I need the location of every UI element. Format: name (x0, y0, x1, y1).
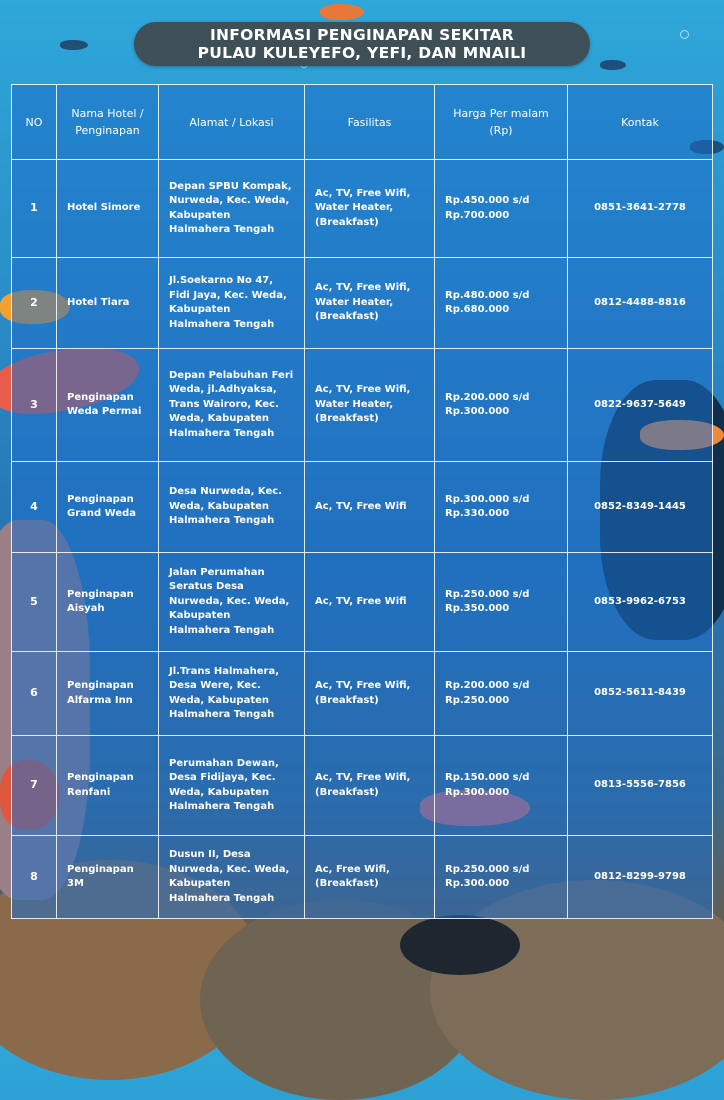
fish-icon (600, 60, 626, 70)
cell-no: 6 (12, 652, 57, 736)
cell-no: 8 (12, 836, 57, 919)
header-kontak: Kontak (568, 85, 713, 160)
fish-icon (60, 40, 88, 50)
cell-alamat: Jl.Soekarno No 47, Fidi Jaya, Kec. Weda, Kabupaten Halmahera Tengah (159, 258, 305, 349)
fish-icon (320, 4, 364, 20)
cell-harga: Rp.480.000 s/d Rp.680.000 (435, 258, 568, 349)
cell-kontak: 0812-8299-9798 (568, 836, 713, 919)
cell-kontak: 0851-3641-2778 (568, 160, 713, 258)
cell-nama: Penginapan 3M (57, 836, 159, 919)
table-row (12, 160, 713, 258)
cell-no: 4 (12, 462, 57, 553)
cell-fasilitas: Ac, TV, Free Wifi, Water Heater, (Breakfast) (305, 160, 435, 258)
cell-fasilitas: Ac, TV, Free Wifi, Water Heater, (Breakfast) (305, 349, 435, 462)
cell-fasilitas: Ac, TV, Free Wifi, (Breakfast) (305, 736, 435, 836)
cell-no: 5 (12, 553, 57, 652)
cell-alamat: Jl.Trans Halmahera, Desa Were, Kec. Weda, Kabupaten Halmahera Tengah (159, 652, 305, 736)
cell-alamat: Depan Pelabuhan Feri Weda, jl.Adhyaksa, Trans Wairoro, Kec. Weda, Kabupaten Halmahera Tengah (159, 349, 305, 462)
cell-nama: Penginapan Aisyah (57, 553, 159, 652)
table-row (12, 258, 713, 349)
cell-nama: Penginapan Alfarma Inn (57, 652, 159, 736)
table-row (12, 462, 713, 553)
cell-alamat: Desa Nurweda, Kec. Weda, Kabupaten Halmahera Tengah (159, 462, 305, 553)
cell-kontak: 0853-9962-6753 (568, 553, 713, 652)
table-header-row (12, 85, 713, 160)
bubble-icon (680, 30, 689, 39)
cell-harga: Rp.150.000 s/d Rp.300.000 (435, 736, 568, 836)
table-row (12, 836, 713, 919)
cell-fasilitas: Ac, TV, Free Wifi (305, 462, 435, 553)
cell-harga: Rp.250.000 s/d Rp.350.000 (435, 553, 568, 652)
header-fasilitas: Fasilitas (305, 85, 435, 160)
cell-no: 2 (12, 258, 57, 349)
cell-harga: Rp.450.000 s/d Rp.700.000 (435, 160, 568, 258)
cell-nama: Hotel Simore (57, 160, 159, 258)
cell-fasilitas: Ac, TV, Free Wifi (305, 553, 435, 652)
dark-coral (400, 915, 520, 975)
cell-kontak: 0822-9637-5649 (568, 349, 713, 462)
header-nama: Nama Hotel / Penginapan (57, 85, 159, 160)
header-no: NO (12, 85, 57, 160)
cell-no: 3 (12, 349, 57, 462)
cell-no: 7 (12, 736, 57, 836)
table-row (12, 652, 713, 736)
cell-nama: Penginapan Weda Permai (57, 349, 159, 462)
cell-kontak: 0813-5556-7856 (568, 736, 713, 836)
table-row (12, 349, 713, 462)
cell-harga: Rp.250.000 s/d Rp.300.000 (435, 836, 568, 919)
header-alamat: Alamat / Lokasi (159, 85, 305, 160)
accommodation-table (11, 84, 713, 919)
cell-fasilitas: Ac, TV, Free Wifi, (Breakfast) (305, 652, 435, 736)
table-row (12, 553, 713, 652)
cell-alamat: Jalan Perumahan Seratus Desa Nurweda, Kec. Weda, Kabupaten Halmahera Tengah (159, 553, 305, 652)
cell-harga: Rp.300.000 s/d Rp.330.000 (435, 462, 568, 553)
cell-kontak: 0852-5611-8439 (568, 652, 713, 736)
cell-harga: Rp.200.000 s/d Rp.250.000 (435, 652, 568, 736)
page-title (134, 22, 590, 66)
cell-no: 1 (12, 160, 57, 258)
table-row (12, 736, 713, 836)
cell-kontak: 0852-8349-1445 (568, 462, 713, 553)
cell-fasilitas: Ac, TV, Free Wifi, Water Heater, (Breakfast) (305, 258, 435, 349)
cell-kontak: 0812-4488-8816 (568, 258, 713, 349)
cell-harga: Rp.200.000 s/d Rp.300.000 (435, 349, 568, 462)
cell-alamat: Perumahan Dewan, Desa Fidijaya, Kec. Weda, Kabupaten Halmahera Tengah (159, 736, 305, 836)
title-line-2: PULAU KULEYEFO, YEFI, DAN MNAILI (197, 44, 527, 62)
cell-alamat: Dusun II, Desa Nurweda, Kec. Weda, Kabupaten Halmahera Tengah (159, 836, 305, 919)
cell-alamat: Depan SPBU Kompak, Nurweda, Kec. Weda, Kabupaten Halmahera Tengah (159, 160, 305, 258)
title-line-1: INFORMASI PENGINAPAN SEKITAR (209, 26, 515, 44)
header-harga: Harga Per malam (Rp) (435, 85, 568, 160)
cell-fasilitas: Ac, Free Wifi, (Breakfast) (305, 836, 435, 919)
cell-nama: Hotel Tiara (57, 258, 159, 349)
cell-nama: Penginapan Renfani (57, 736, 159, 836)
cell-nama: Penginapan Grand Weda (57, 462, 159, 553)
